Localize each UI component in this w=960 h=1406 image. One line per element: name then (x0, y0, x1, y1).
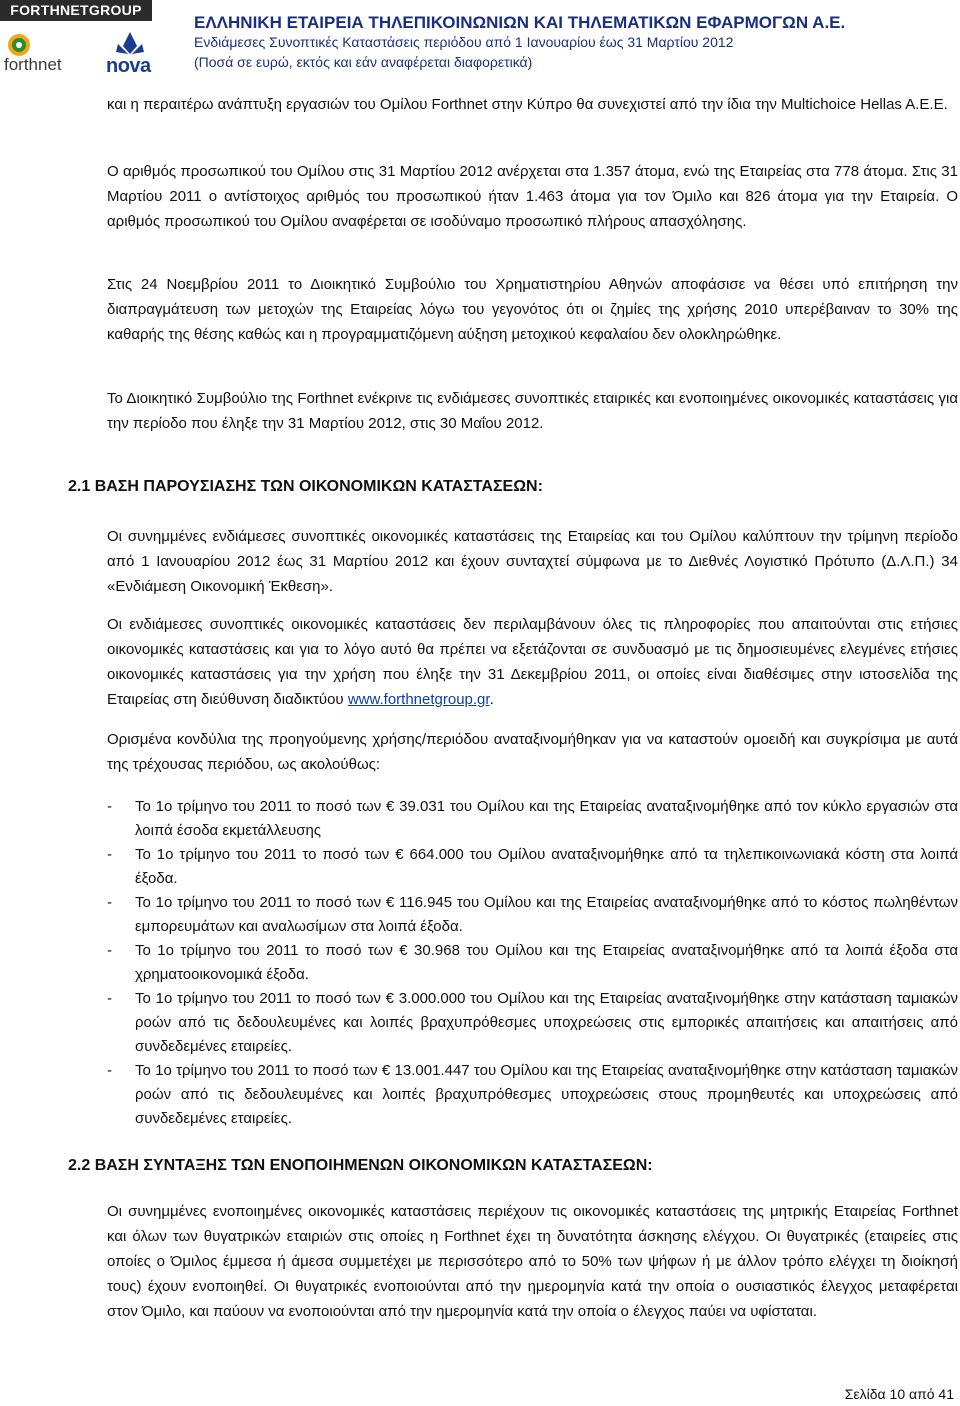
list-item: - Το 1ο τρίμηνο του 2011 το ποσό των € 3.000.000 του Ομίλου και της Εταιρείας αναταξινομήθηκε στην κατάσταση ταμιακών ροών από τις δεδουλευμένες και λοιπές βραχυπρόθεσμες υποχρεώσεις στις εμπορικές απαιτήσεις και απαιτήσεις από συνδεδεμένες εταιρείες. (107, 987, 958, 1059)
section-2-1-paragraph-3: Ορισμένα κονδύλια της προηγούμενης χρήσης/περιόδου αναταξινομήθηκαν για να καταστούν ομοειδή και συγκρίσιμα με αυτά της τρέχουσας περιόδου, ως ακολούθως: (107, 731, 958, 773)
list-item: - Το 1ο τρίμηνο του 2011 το ποσό των € 30.968 του Ομίλου και της Εταιρείας αναταξινομήθηκε από τα λοιπά έξοδα στα χρηματοοικονομικά έξοδα. (107, 939, 958, 987)
section-2-1-heading: 2.1 ΒΑΣΗ ΠΑΡΟΥΣΙΑΣΗΣ ΤΩΝ ΟΙΚΟΝΟΜΙΚΩΝ ΚΑΤΑΣΤΑΣΕΩΝ: (68, 478, 543, 495)
section-2-2-heading: 2.2 ΒΑΣΗ ΣΥΝΤΑΞΗΣ ΤΩΝ ΕΝΟΠΟΙΗΜΕΝΩΝ ΟΙΚΟΝΟΜΙΚΩΝ ΚΑΤΑΣΤΑΣΕΩΝ: (68, 1157, 653, 1174)
report-title: ΕΛΛΗΝΙΚΗ ΕΤΑΙΡΕΙΑ ΤΗΛΕΠΙΚΟΙΝΩΝΙΩΝ ΚΑΙ ΤΗΛΕΜΑΤΙΚΩΝ ΕΦΑΡΜΟΓΩΝ Α.Ε. (194, 13, 846, 32)
paragraph-staff: Ο αριθμός προσωπικού του Ομίλου στις 31 Μαρτίου 2012 ανέρχεται στα 1.357 άτομα, ενώ της Εταιρείας στα 778 άτομα. Στις 31 Μαρτίου 2011 ο αντίστοιχος αριθμός του προσωπικού ήταν 1.463 άτομα για τον Όμιλο και 826 άτομα για την Εταιρεία. Ο αριθμός προσωπικού του Ομίλου αναφέρεται σε ισοδύναμο προσωπικό πλήρους απασχόλησης. (107, 163, 958, 230)
paragraph-cyprus: και η περαιτέρω ανάπτυξη εργασιών του Ομίλου Forthnet στην Κύπρο θα συνεχιστεί από την ίδια την Multichoice Hellas A.E.E. (107, 96, 948, 113)
report-currency-note: (Ποσά σε ευρώ, εκτός και εάν αναφέρεται διαφορετικά) (194, 54, 533, 70)
section-2-1-paragraph-2: Οι ενδιάμεσες συνοπτικές οικονομικές καταστάσεις δεν περιλαμβάνουν όλες τις πληροφορίες που απαιτούνται στις ετήσιες οικονομικές καταστάσεις και για το λόγο αυτό θα πρέπει να εξετάζονται σε συνδυασμό με τις δημοσιευμένες ελεγμένες ετήσιες οικονομικές καταστάσεις για την χρήση που έληξε την 31 Δεκεμβρίου 2011, οι οποίες είναι διαθέσιμες στην ιστοσελίδα της Εταιρείας στη διεύθυνση διαδικτύου www.forthnetgroup.gr. (107, 616, 958, 708)
reclassification-list (107, 795, 958, 1131)
paragraph-board-approval: Το Διοικητικό Συμβούλιο της Forthnet ενέκρινε τις ενδιάμεσες συνοπτικές εταιρικές και ενοποιημένες οικονομικές καταστάσεις για την περίοδο που έληξε την 31 Μαρτίου 2012, στις 30 Μαΐου 2012. (107, 390, 958, 432)
section-2-2-paragraph-1: Οι συνημμένες ενοποιημένες οικονομικές καταστάσεις περιέχουν τις οικονομικές καταστάσεις της μητρικής Εταιρείας Forthnet και όλων των θυγατρικών εταιριών στις οποίες η Forthnet έχει τη δυνατότητα άσκησης ελέγχου. Οι θυγατρικές (εταιρείες στις οποίες ο Όμιλος έμμεσα ή άμεσα συμμετέχει με περισσότερο από το 50% των ψήφων ή με άλλον τρόπο ελέγχει τη διοίκησή τους) έχουν ενοποιηθεί. Οι θυγατρικές ενοποιούνται από την ημερομηνία κατά την οποία ο ουσιαστικός έλεγχος μεταφέρεται στον Όμιλο, και παύουν να ενοποιούνται από την ημερομηνία κατά την οποία ο έλεγχος παύει να υφίσταται. (107, 1203, 958, 1320)
nova-logo-text: nova (106, 55, 151, 77)
section-2-1-paragraph-1: Οι συνημμένες ενδιάμεσες συνοπτικές οικονομικές καταστάσεις της Εταιρείας και του Ομίλου καλύπτουν την τρίμηνη περίοδο από 1 Ιανουαρίου 2012 έως 31 Μαρτίου 2012 και έχουν συνταχτεί σύμφωνα με το Διεθνές Λογιστικό Πρότυπο (Δ.Λ.Π.) 34 «Ενδιάμεση Οικονομική Έκθεση». (107, 528, 958, 595)
report-subtitle: Ενδιάμεσες Συνοπτικές Καταστάσεις περιόδου από 1 Ιανουαρίου έως 31 Μαρτίου 2012 (194, 34, 734, 50)
page-number: Σελίδα 10 από 41 (844, 1386, 954, 1402)
forthnet-logo-text: forthnet (4, 55, 62, 74)
group-badge: FORTHNETGROUP (0, 0, 152, 21)
list-item: - Το 1ο τρίμηνο του 2011 το ποσό των € 13.001.447 του Ομίλου και της Εταιρείας αναταξινομήθηκε στην κατάσταση ταμιακών ροών από τις δεδουλευμένες και λοιπές βραχυπρόθεσμες υποχρεώσεις στους προμηθευτές και υποχρεώσεις από συνδεδεμένες εταιρείες. (107, 1059, 958, 1131)
website-link[interactable]: www.forthnetgroup.gr (347, 691, 490, 708)
list-item: - Το 1ο τρίμηνο του 2011 το ποσό των € 664.000 του Ομίλου αναταξινομήθηκε από τα τηλεπικοινωνιακά κόστη στα λοιπά έξοδα. (107, 843, 958, 891)
list-item: - Το 1ο τρίμηνο του 2011 το ποσό των € 116.945 του Ομίλου και της Εταιρείας αναταξινομήθηκε από το κόστος πωληθέντων εμπορευμάτων και αναλωσίμων στα λοιπά έξοδα. (107, 891, 958, 939)
list-item: - Το 1ο τρίμηνο του 2011 το ποσό των € 39.031 του Ομίλου και της Εταιρείας αναταξινομήθηκε από τον κύκλο εργασιών στα λοιπά έσοδα εκμετάλλευσης (107, 795, 958, 843)
paragraph-athex-surveillance: Στις 24 Νοεμβρίου 2011 το Διοικητικό Συμβούλιο του Χρηματιστηρίου Αθηνών αποφάσισε να θέσει υπό επιτήρηση την διαπραγμάτευση των μετοχών της Εταιρείας λόγω του γεγονότος ότι οι ζημίες της χρήσης 2010 υπερέβαιναν το 30% της καθαρής της θέσης καθώς και η προγραμματιζόμενη αύξηση μετοχικού κεφαλαίου δεν ολοκληρώθηκε. (107, 276, 958, 343)
